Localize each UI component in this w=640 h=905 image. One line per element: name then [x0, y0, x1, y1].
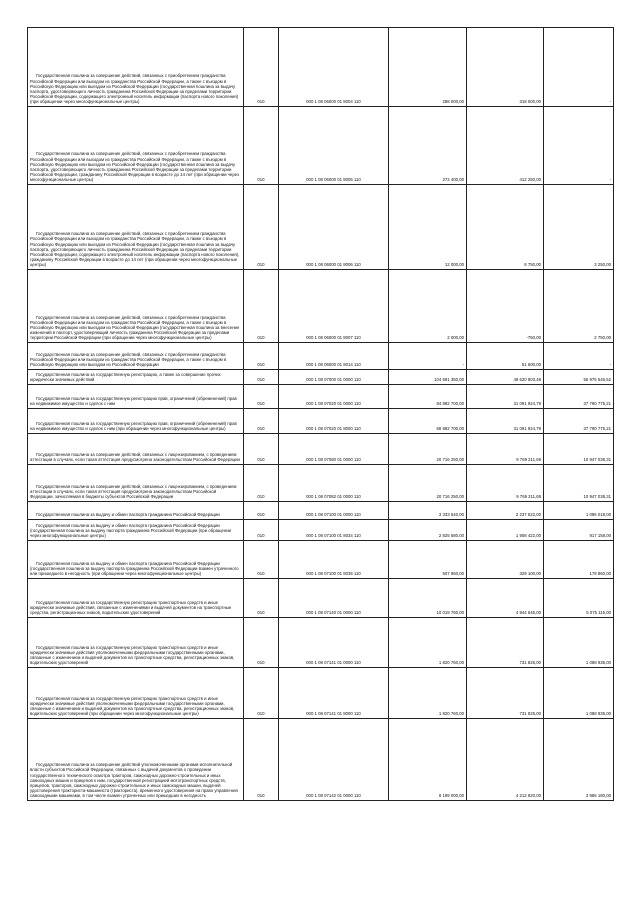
- table-body: [28, 28, 614, 801]
- row-unexecuted-text: 55 975 546,52: [583, 376, 611, 382]
- row-code-cell: [244, 719, 279, 801]
- row-kbk-text: 000 1 08 07142 01 0000 110: [306, 792, 361, 798]
- row-code-text: 010: [257, 361, 265, 367]
- row-approved-text: -: [462, 361, 464, 367]
- row-name-text: Государственная пошлина за совершение действий, связанных с приобретением гражданства Российской Федерации или выходом из гражданства Российской Федерации, а также с въездом в Российскую Федерацию или выездом из Российской Федерации (государственная пошлина за внесение изменений в паспорт, удостоверяющий личность гражданина Российской Федерации за пределами территории Российской Федерации (при обращении через многофункциональные центры): [30, 314, 240, 340]
- row-approved-text: 1 820 760,00: [438, 710, 464, 716]
- row-approved-cell: [389, 270, 467, 343]
- row-unexecuted-cell: [544, 107, 614, 185]
- row-kbk-cell: [279, 502, 389, 520]
- row-executed-cell: [467, 370, 544, 385]
- row-code-cell: [244, 502, 279, 520]
- row-code-text: 010: [257, 176, 265, 182]
- row-unexecuted-text: 1 096 018,00: [585, 511, 611, 517]
- row-approved-cell: [389, 370, 467, 385]
- row-executed-text: 9 769 211,69: [516, 493, 541, 499]
- row-executed-text: 9 769 211,69: [516, 456, 541, 462]
- row-kbk-text: 000 1 08 07080 01 0000 110: [306, 456, 361, 462]
- row-approved-cell: [389, 385, 467, 409]
- row-unexecuted-text: 5 075 115,00: [586, 609, 611, 615]
- row-name-text: Государственная пошлина за выдачу и обмен паспорта гражданина Российской Федерации: [36, 511, 220, 517]
- row-unexecuted-cell: [544, 185, 614, 270]
- row-unexecuted-cell: [544, 618, 614, 668]
- row-kbk-text: 000 1 08 06000 01 8006 110: [306, 261, 361, 267]
- row-name-cell: [28, 668, 244, 719]
- row-approved-text: 2 000,00: [447, 334, 464, 340]
- row-kbk-cell: [279, 668, 389, 719]
- row-kbk-text: 000 1 08 07141 01 8000 110: [306, 710, 361, 716]
- row-executed-text: 1 908 422,00: [515, 532, 541, 538]
- row-approved-text: 10 019 760,00: [436, 609, 464, 615]
- row-executed-cell: [467, 185, 544, 270]
- table-row: [28, 385, 614, 409]
- row-unexecuted-cell: [544, 668, 614, 719]
- row-unexecuted-text: 1 088 935,00: [585, 710, 611, 716]
- row-unexecuted-text: 3 250,00: [594, 261, 611, 267]
- table-row: [28, 185, 614, 270]
- row-unexecuted-cell: [544, 343, 614, 370]
- row-executed-cell: [467, 618, 544, 668]
- row-unexecuted-cell: [544, 579, 614, 618]
- row-name-cell: [28, 409, 244, 434]
- table-row: [28, 502, 614, 520]
- row-approved-cell: [389, 502, 467, 520]
- row-name-text: Государственная пошлина за выдачу и обмен паспорта гражданина Российской Федерации (государственная пошлина за выдачу паспорта гражданина Российской Федерации взамен утраченного или пришедшего в негодность (при обращении через многофункциональные центры): [30, 560, 239, 576]
- row-name-cell: [28, 370, 244, 385]
- row-code-text: 010: [257, 511, 265, 517]
- row-approved-cell: [389, 465, 467, 502]
- row-name-text: Государственная пошлина за государственную регистрацию прав, ограничений (обременений) прав на недвижимое имущество и сделок с ним: [30, 395, 237, 406]
- row-name-text: Государственная пошлина за совершение действий уполномоченными органами исполнительной власти субъектов Российской Федерации, связанных с выдачей документов о проведении государственного технического осмотра тракторов, самоходных дорожно-строительных и иных самоходных машин и прицепов к ним, государственной регистрацией мототранспортных средств, прицепов, тракторов, самоходных дорожно-строительных и иных самоходных машин, выдачей удостоверения тракториста-машиниста (тракториста), временного удостоверения на право управления самоходными машинами, в том числе взамен утраченных или пришедших в негодность: [30, 762, 238, 798]
- row-kbk-text: 000 1 08 07082 01 0000 110: [306, 493, 361, 499]
- row-code-cell: [244, 579, 279, 618]
- row-approved-cell: [389, 343, 467, 370]
- row-approved-text: 1 820 760,00: [438, 659, 464, 665]
- row-executed-cell: [467, 28, 544, 107]
- row-code-cell: [244, 520, 279, 541]
- row-approved-text: 84 882 700,00: [436, 400, 464, 406]
- row-unexecuted-text: 2 750,00: [594, 334, 611, 340]
- row-name-cell: [28, 28, 244, 107]
- row-kbk-text: 000 1 08 07100 01 0000 110: [306, 511, 361, 517]
- table-row: [28, 28, 614, 107]
- row-kbk-cell: [279, 107, 389, 185]
- row-approved-text: 272 400,00: [442, 176, 464, 182]
- row-unexecuted-cell: [544, 434, 614, 465]
- row-unexecuted-cell: [544, 541, 614, 579]
- row-approved-text: 20 716 250,00: [436, 493, 464, 499]
- row-code-cell: [244, 668, 279, 719]
- table-row: [28, 270, 614, 343]
- row-kbk-cell: [279, 719, 389, 801]
- row-kbk-text: 000 1 08 07020 01 0000 110: [306, 400, 361, 406]
- table-row: [28, 409, 614, 434]
- row-name-text: Государственная пошлина за выдачу и обмен паспорта гражданина Российской Федерации (государственная пошлина за выдачу паспорта гражданина Российской Федерации (при обращении через многофункциональные центры): [30, 522, 232, 538]
- row-kbk-text: 000 1 08 07141 01 0000 110: [306, 659, 361, 665]
- row-executed-cell: [467, 465, 544, 502]
- row-approved-cell: [389, 28, 467, 107]
- row-name-text: Государственная пошлина за совершение действий, связанных с лицензированием, с проведением аттестации в случаях, если такая аттестация предусмотрена законодательством Российской Федерации, зачисляемая в бюджеты субъектов Российской Федерации: [30, 483, 237, 499]
- row-executed-text: 318 000,00: [519, 98, 541, 104]
- row-executed-cell: [467, 434, 544, 465]
- row-name-cell: [28, 465, 244, 502]
- row-approved-cell: [389, 107, 467, 185]
- row-code-text: 010: [257, 425, 265, 431]
- row-unexecuted-text: -: [609, 361, 611, 367]
- row-kbk-cell: [279, 185, 389, 270]
- row-unexecuted-text: -: [609, 98, 611, 104]
- row-code-cell: [244, 370, 279, 385]
- row-code-text: 010: [257, 609, 265, 615]
- row-code-text: 010: [257, 98, 265, 104]
- row-code-cell: [244, 541, 279, 579]
- row-executed-cell: [467, 579, 544, 618]
- row-approved-cell: [389, 579, 467, 618]
- row-unexecuted-cell: [544, 465, 614, 502]
- row-unexecuted-cell: [544, 502, 614, 520]
- row-name-cell: [28, 541, 244, 579]
- row-name-cell: [28, 434, 244, 465]
- row-name-text: Государственная пошлина за государственную регистрацию транспортных средств и иные юридически значимые действия уполномоченными федеральными государственными органами, связанные с изменением и выдачей документов на транспортные средства, регистрационных знаков, водительских удостоверений: [30, 644, 235, 665]
- row-kbk-text: 000 1 08 06000 01 8014 110: [306, 361, 361, 367]
- row-code-text: 010: [257, 710, 265, 716]
- row-kbk-cell: [279, 343, 389, 370]
- row-executed-cell: [467, 668, 544, 719]
- row-unexecuted-cell: [544, 370, 614, 385]
- row-approved-cell: [389, 618, 467, 668]
- row-approved-cell: [389, 668, 467, 719]
- row-executed-text: 412 250,00: [519, 176, 541, 182]
- table-row: [28, 668, 614, 719]
- row-approved-text: 104 591 350,00: [434, 376, 464, 382]
- row-name-cell: [28, 618, 244, 668]
- row-kbk-text: 000 1 08 07100 01 8035 110: [306, 570, 361, 576]
- row-code-text: 010: [257, 570, 265, 576]
- row-unexecuted-text: 10 947 038,31: [583, 493, 611, 499]
- row-unexecuted-cell: [544, 385, 614, 409]
- row-executed-cell: [467, 719, 544, 801]
- row-name-text: Государственная пошлина за государственную регистрацию, а также за совершение прочих юридически значимых действий: [30, 371, 221, 382]
- row-code-text: 010: [257, 376, 265, 382]
- document-page: [27, 27, 613, 801]
- row-executed-text: 8 750,00: [524, 261, 541, 267]
- row-approved-text: 12 000,00: [444, 261, 464, 267]
- row-approved-cell: [389, 434, 467, 465]
- row-executed-cell: [467, 343, 544, 370]
- row-code-cell: [244, 185, 279, 270]
- row-unexecuted-text: -: [609, 176, 611, 182]
- row-unexecuted-text: 917 158,00: [589, 532, 611, 538]
- row-unexecuted-cell: [544, 270, 614, 343]
- row-unexecuted-text: 37 790 775,21: [583, 400, 611, 406]
- row-unexecuted-text: 37 790 775,21: [583, 425, 611, 431]
- row-unexecuted-cell: [544, 719, 614, 801]
- row-executed-text: 48 620 803,48: [513, 376, 541, 382]
- row-unexecuted-cell: [544, 520, 614, 541]
- row-executed-text: 731 825,00: [519, 710, 541, 716]
- table-row: [28, 520, 614, 541]
- row-name-text: Государственная пошлина за совершение действий, связанных с лицензированием, с проведением аттестации в случаях, если такая аттестация предусмотрена законодательством Российской Федерации: [30, 451, 240, 462]
- row-kbk-cell: [279, 465, 389, 502]
- row-code-text: 010: [257, 792, 265, 798]
- row-executed-text: 31 091 924,79: [513, 425, 541, 431]
- table-row: [28, 465, 614, 502]
- row-kbk-cell: [279, 618, 389, 668]
- row-unexecuted-text: 10 947 038,31: [583, 456, 611, 462]
- row-code-text: 010: [257, 493, 265, 499]
- row-code-cell: [244, 409, 279, 434]
- table-row: [28, 579, 614, 618]
- row-name-cell: [28, 185, 244, 270]
- row-approved-cell: [389, 520, 467, 541]
- row-executed-text: 2 237 522,00: [515, 511, 541, 517]
- row-code-text: 010: [257, 400, 265, 406]
- row-approved-text: 507 960,00: [442, 570, 464, 576]
- row-kbk-text: 000 1 08 07100 01 8034 110: [306, 532, 361, 538]
- row-name-text: Государственная пошлина за государственную регистрацию транспортных средств и иные юридически значимые действия уполномоченными федеральными государственными органами, связанные с изменением и выдачей документов на транспортные средства, регистрационных знаков, водительских удостоверений (при обращении через многофункциональные центры): [30, 695, 235, 716]
- row-code-text: 010: [257, 261, 265, 267]
- row-executed-text: 4 944 645,00: [515, 609, 541, 615]
- row-approved-text: 2 825 580,00: [438, 532, 464, 538]
- row-name-cell: [28, 270, 244, 343]
- row-kbk-cell: [279, 520, 389, 541]
- row-code-text: 010: [257, 334, 265, 340]
- row-executed-text: 61 600,00: [521, 361, 541, 367]
- row-kbk-cell: [279, 434, 389, 465]
- row-code-cell: [244, 28, 279, 107]
- revenue-table: [27, 27, 614, 801]
- row-name-text: Государственная пошлина за совершение действий, связанных с приобретением гражданства Российской Федерации или выходом из гражданства Российской Федерации, а также с въездом в Российскую Федерацию или выездом из Российской Федерации (государственная пошлина за выдачу паспорта, удостоверяющего личность гражданина Российской Федерации за пределами территории Российской Федерации, содержащего электронный носитель информации (паспорта нового поколения), гражданину Российской Федерации в возрасте до 14 лет (при обращении через многофункциональные центры): [30, 231, 240, 267]
- row-approved-text: 3 333 540,00: [438, 511, 464, 517]
- row-approved-text: 68 882 700,00: [436, 425, 464, 431]
- row-executed-cell: [467, 385, 544, 409]
- row-approved-cell: [389, 541, 467, 579]
- row-name-text: Государственная пошлина за государственную регистрацию транспортных средств и иные юридически значимые действия, связанные с изменениями и выдачей документов на транспортные средства, регистрационных знаков, водительских удостоверений: [30, 599, 232, 615]
- row-executed-cell: [467, 541, 544, 579]
- row-code-cell: [244, 465, 279, 502]
- row-executed-cell: [467, 270, 544, 343]
- row-name-cell: [28, 107, 244, 185]
- row-executed-text: 731 825,00: [519, 659, 541, 665]
- row-name-cell: [28, 520, 244, 541]
- row-kbk-text: 000 1 08 06000 01 8004 110: [306, 98, 361, 104]
- row-name-cell: [28, 579, 244, 618]
- row-code-cell: [244, 385, 279, 409]
- table-row: [28, 719, 614, 801]
- row-kbk-cell: [279, 385, 389, 409]
- row-code-cell: [244, 434, 279, 465]
- row-kbk-cell: [279, 270, 389, 343]
- row-name-text: Государственная пошлина за совершение действий, связанных с приобретением гражданства Российской Федерации или выходом из гражданства Российской Федерации, а также с въездом в Российскую Федерацию или выездом из Российской Федерации (государственная пошлина за выдачу паспорта, удостоверяющего личность гражданина Российской Федерации за пределами территории Российской Федерации, содержащего электронный носитель информации (паспорта нового поколения) (при обращении через многофункциональные центры): [30, 73, 239, 104]
- row-executed-text: -750,00: [526, 334, 541, 340]
- row-name-text: Государственная пошлина за совершение действий, связанных с приобретением гражданства Российской Федерации или выходом из гражданства Российской Федерации, а также с въездом в Российскую Федерацию или выездом из Российской Федерации: [30, 351, 227, 367]
- row-executed-text: 31 091 924,79: [513, 400, 541, 406]
- row-kbk-text: 000 1 08 07140 01 0000 110: [306, 609, 361, 615]
- row-executed-cell: [467, 107, 544, 185]
- row-approved-text: 20 716 250,00: [436, 456, 464, 462]
- row-kbk-text: 000 1 08 07000 01 0000 110: [306, 376, 361, 382]
- row-approved-cell: [389, 719, 467, 801]
- row-kbk-cell: [279, 370, 389, 385]
- row-kbk-cell: [279, 28, 389, 107]
- row-unexecuted-text: 178 860,00: [589, 570, 611, 576]
- row-executed-cell: [467, 502, 544, 520]
- row-name-cell: [28, 719, 244, 801]
- row-name-cell: [28, 343, 244, 370]
- row-approved-cell: [389, 185, 467, 270]
- table-row: [28, 541, 614, 579]
- row-unexecuted-text: 1 088 935,00: [585, 659, 611, 665]
- row-name-text: Государственная пошлина за государственную регистрацию прав, ограничений (обременений) прав на недвижимое имущество и сделок с ним (при обращении через многофункциональные центры): [30, 420, 237, 431]
- row-executed-cell: [467, 409, 544, 434]
- row-kbk-cell: [279, 579, 389, 618]
- row-name-cell: [28, 385, 244, 409]
- row-kbk-cell: [279, 541, 389, 579]
- row-name-cell: [28, 502, 244, 520]
- row-code-cell: [244, 270, 279, 343]
- row-name-text: Государственная пошлина за совершение действий, связанных с приобретением гражданства Российской Федерации или выходом из гражданства Российской Федерации, а также с въездом в Российскую Федерацию или выездом из Российской Федерации (государственная пошлина за выдачу паспорта, удостоверяющего личность гражданина Российской Федерации за пределами территории Российской Федерации, гражданину Российской Федерации в возрасте до 14 лет (при обращении через многофункциональные центры): [30, 151, 239, 182]
- row-executed-cell: [467, 520, 544, 541]
- row-code-text: 010: [257, 532, 265, 538]
- row-code-cell: [244, 618, 279, 668]
- row-unexecuted-cell: [544, 409, 614, 434]
- row-kbk-text: 000 1 08 06000 01 8007 110: [306, 334, 361, 340]
- row-code-text: 010: [257, 456, 265, 462]
- row-approved-text: 288 000,00: [442, 98, 464, 104]
- row-executed-text: 4 212 820,00: [515, 792, 541, 798]
- row-kbk-text: 000 1 08 07020 01 8000 110: [306, 425, 361, 431]
- table-row: [28, 343, 614, 370]
- row-code-cell: [244, 343, 279, 370]
- row-executed-text: 329 100,00: [519, 570, 541, 576]
- row-code-cell: [244, 107, 279, 185]
- row-kbk-cell: [279, 409, 389, 434]
- row-unexecuted-cell: [544, 28, 614, 107]
- table-row: [28, 370, 614, 385]
- table-row: [28, 107, 614, 185]
- row-unexecuted-text: 3 986 180,00: [585, 792, 611, 798]
- row-approved-text: 8 199 000,00: [438, 792, 464, 798]
- table-row: [28, 434, 614, 465]
- row-approved-cell: [389, 409, 467, 434]
- row-kbk-text: 000 1 08 06000 01 8005 110: [306, 176, 361, 182]
- table-row: [28, 618, 614, 668]
- row-code-text: 010: [257, 659, 265, 665]
